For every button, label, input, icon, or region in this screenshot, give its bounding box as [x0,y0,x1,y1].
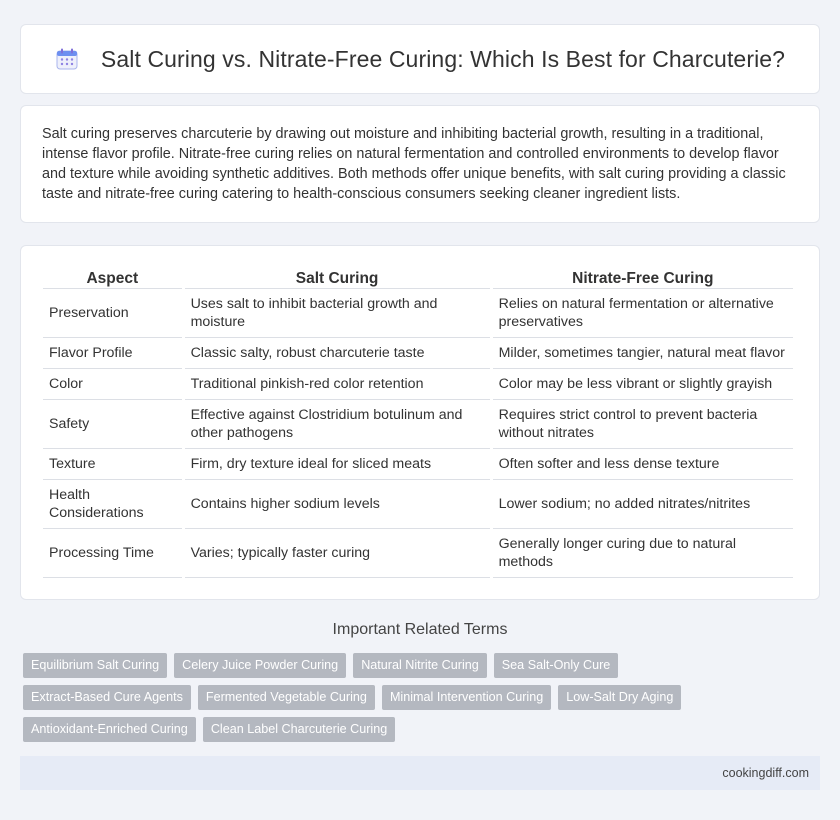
cell-salt: Classic salty, robust charcuterie taste [185,338,490,369]
related-terms-tags [23,653,783,749]
table-row [43,338,793,369]
footer-site-link[interactable]: cookingdiff.com [722,766,809,780]
tag-equilibrium-salt-curing[interactable]: Equilibrium Salt Curing [23,653,167,678]
tag-minimal-intervention-curing[interactable]: Minimal Intervention Curing [382,685,551,710]
cell-aspect: Color [43,369,182,400]
tag-antioxidant-enriched-curing[interactable]: Antioxidant-Enriched Curing [23,717,196,742]
table-row [43,449,793,480]
table-row [43,400,793,449]
cell-salt: Uses salt to inhibit bacterial growth and moisture [185,289,490,338]
table-row [43,289,793,338]
cell-salt: Contains higher sodium levels [185,480,490,529]
tag-clean-label-charcuterie-curing[interactable]: Clean Label Charcuterie Curing [203,717,395,742]
related-terms-title: Important Related Terms [332,621,508,638]
page-footer [20,756,820,790]
cell-nitrate: Often softer and less dense texture [493,449,793,480]
table-row [43,369,793,400]
cell-nitrate: Lower sodium; no added nitrates/nitrites [493,480,793,529]
cell-aspect: Texture [43,449,182,480]
page-header [20,24,820,94]
table-header-row [43,264,793,289]
cell-aspect: Processing Time [43,529,182,578]
tag-extract-based-cure-agents[interactable]: Extract-Based Cure Agents [23,685,191,710]
cell-nitrate: Color may be less vibrant or slightly grayish [493,369,793,400]
cell-salt: Varies; typically faster curing [185,529,490,578]
cell-salt: Traditional pinkish-red color retention [185,369,490,400]
tag-fermented-vegetable-curing[interactable]: Fermented Vegetable Curing [198,685,375,710]
calendar-icon [55,47,79,71]
comparison-table [40,264,796,578]
cell-aspect: Health Considerations [43,480,182,529]
cell-nitrate: Relies on natural fermentation or alternative preservatives [493,289,793,338]
page-title: Salt Curing vs. Nitrate-Free Curing: Which Is Best for Charcuterie? [100,45,786,72]
intro-section [20,105,820,223]
cell-aspect: Safety [43,400,182,449]
tag-celery-juice-powder-curing[interactable]: Celery Juice Powder Curing [174,653,346,678]
tag-sea-salt-only-cure[interactable]: Sea Salt-Only Cure [494,653,619,678]
cell-nitrate: Milder, sometimes tangier, natural meat flavor [493,338,793,369]
header-nitrate-free-curing: Nitrate-Free Curing [493,264,793,289]
tag-low-salt-dry-aging[interactable]: Low-Salt Dry Aging [558,685,681,710]
header-salt-curing: Salt Curing [185,264,490,289]
cell-aspect: Flavor Profile [43,338,182,369]
table-row [43,529,793,578]
table-row [43,480,793,529]
cell-nitrate: Generally longer curing due to natural methods [493,529,793,578]
cell-nitrate: Requires strict control to prevent bacteria without nitrates [493,400,793,449]
comparison-table-card [20,245,820,600]
tag-natural-nitrite-curing[interactable]: Natural Nitrite Curing [353,653,487,678]
intro-paragraph: Salt curing preserves charcuterie by drawing out moisture and inhibiting bacterial growth, resulting in a traditional, intense flavor profile. Nitrate-free curing relies on natural fermentation and controlled environments to develop flavor and texture while avoiding synthetic additives. Both methods offer unique benefits, with salt curing providing a classic taste and nitrate-free curing catering to health-conscious consumers seeking cleaner ingredient lists. [42,126,786,202]
cell-aspect: Preservation [43,289,182,338]
header-aspect: Aspect [43,264,182,289]
cell-salt: Effective against Clostridium botulinum and other pathogens [185,400,490,449]
cell-salt: Firm, dry texture ideal for sliced meats [185,449,490,480]
